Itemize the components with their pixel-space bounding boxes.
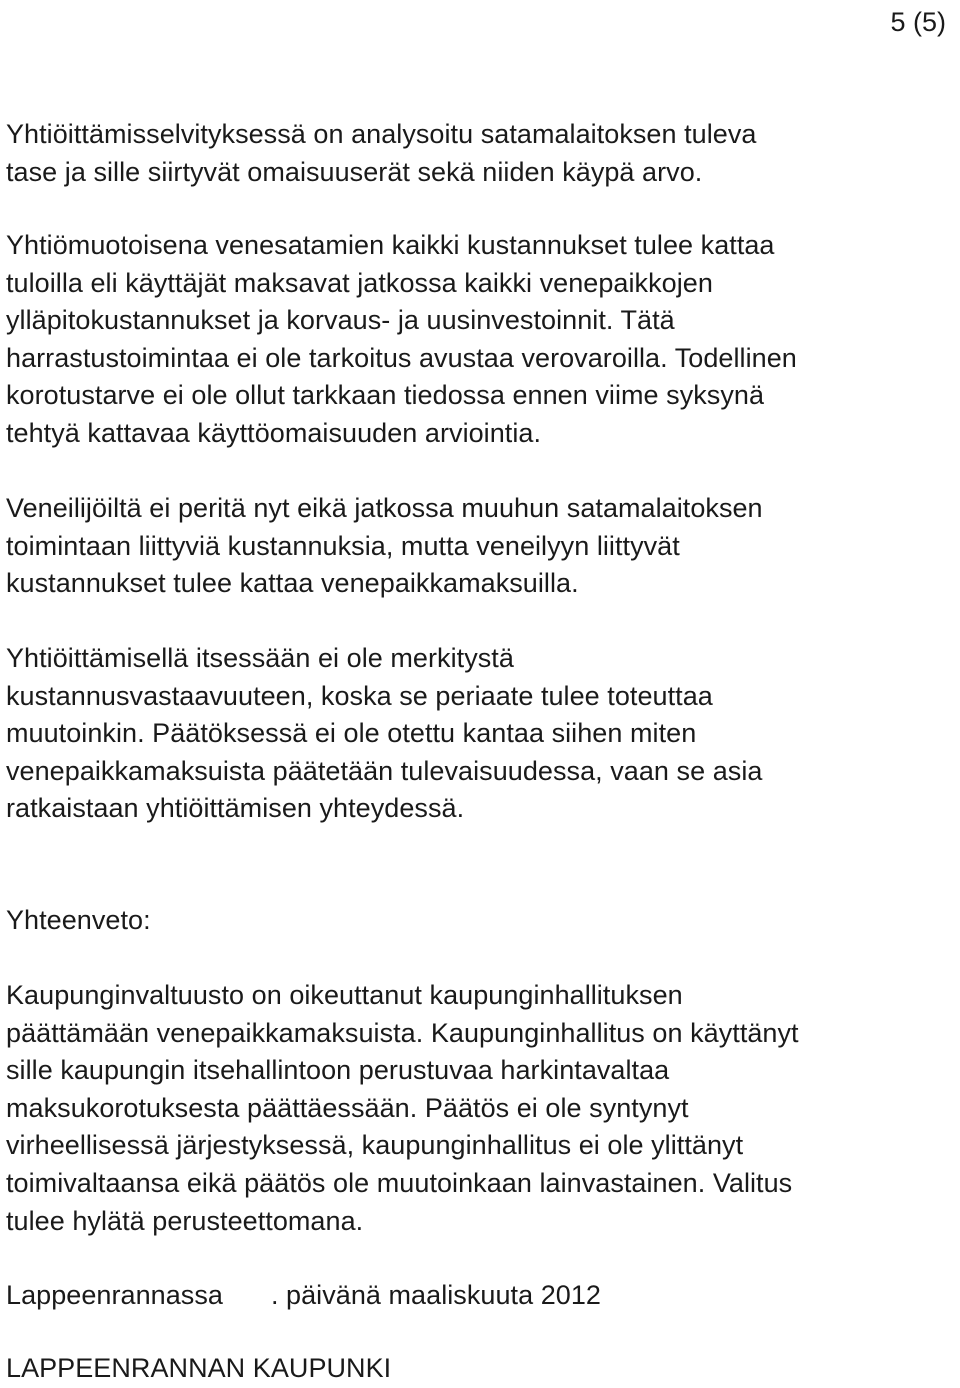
text-line: sille kaupungin itsehallintoon perustuvaa harkintavaltaa bbox=[6, 1055, 670, 1086]
text-line: maksukorotuksesta päättäessään. Päätös ei ole syntynyt bbox=[6, 1092, 689, 1123]
text-line: korotustarve ei ole ollut tarkkaan tiedossa ennen viime syksynä bbox=[6, 380, 765, 411]
text-line: päättämään venepaikkamaksuista. Kaupunginhallitus on käyttänyt bbox=[6, 1017, 799, 1048]
text-line: tase ja sille siirtyvät omaisuuserät sekä niiden käypä arvo. bbox=[6, 156, 703, 187]
text-line: Veneilijöiltä ei peritä nyt eikä jatkossa muuhun satamalaitoksen bbox=[6, 493, 763, 523]
text-line: Yhtiöittämisellä itsessään ei ole merkitystä bbox=[6, 643, 514, 673]
text-line: Yhtiöittämisselvityksessä on analysoitu satamalaitoksen tuleva bbox=[6, 119, 757, 149]
text-line: kustannusvastaavuuteen, koska se periaate tulee toteuttaa bbox=[6, 680, 713, 711]
text-line: Yhtiömuotoisena venesatamien kaikki kustannukset tulee kattaa bbox=[6, 230, 775, 260]
date-line-text bbox=[6, 1277, 951, 1315]
signature: LAPPEENRANNAN KAUPUNKI bbox=[6, 1353, 392, 1383]
text-line: ylläpitokustannukset ja korvaus- ja uusinvestoinnit. Tätä bbox=[6, 305, 675, 336]
text-line: Kaupunginvaltuusto on oikeuttanut kaupunginhallituksen bbox=[6, 980, 683, 1010]
paragraph-summary bbox=[6, 977, 951, 1240]
paragraph-incorporation bbox=[6, 640, 951, 828]
date-text: . päivänä maaliskuuta 2012 bbox=[270, 1280, 601, 1310]
paragraph-boaters bbox=[6, 490, 951, 603]
text-line: toimintaan liittyviä kustannuksia, mutta veneilyyn liittyvät bbox=[6, 530, 680, 561]
summary-heading: Yhteenveto: bbox=[6, 905, 151, 935]
text-line: tulee hylätä perusteettomana. bbox=[6, 1205, 364, 1236]
page-number: 5 (5) bbox=[890, 7, 946, 37]
date-line bbox=[6, 1277, 951, 1315]
paragraph-balance-sheet bbox=[6, 116, 951, 191]
text-line: virheellisessä järjestyksessä, kaupunginhallitus ei ole ylittänyt bbox=[6, 1130, 744, 1161]
text-line: tehtyä kattavaa käyttöomaisuuden arviointia. bbox=[6, 417, 542, 448]
text-line: ratkaistaan yhtiöittämisen yhteydessä. bbox=[6, 793, 465, 824]
text-line: tuloilla eli käyttäjät maksavat jatkossa kaikki venepaikkojen bbox=[6, 267, 713, 298]
text-line: muutoinkin. Päätöksessä ei ole otettu kantaa siihen miten bbox=[6, 718, 697, 749]
text-line: venepaikkamaksuista päätetään tulevaisuudessa, vaan se asia bbox=[6, 755, 763, 786]
paragraph-costs bbox=[6, 227, 951, 453]
text-line: toimivaltaansa eikä päätös ole muutoinkaan lainvastainen. Valitus bbox=[6, 1167, 793, 1198]
place-name: Lappeenrannassa bbox=[6, 1280, 223, 1310]
text-line: harrastustoimintaa ei ole tarkoitus avustaa verovaroilla. Todellinen bbox=[6, 342, 797, 373]
text-line: kustannukset tulee kattaa venepaikkamaksuilla. bbox=[6, 568, 579, 599]
